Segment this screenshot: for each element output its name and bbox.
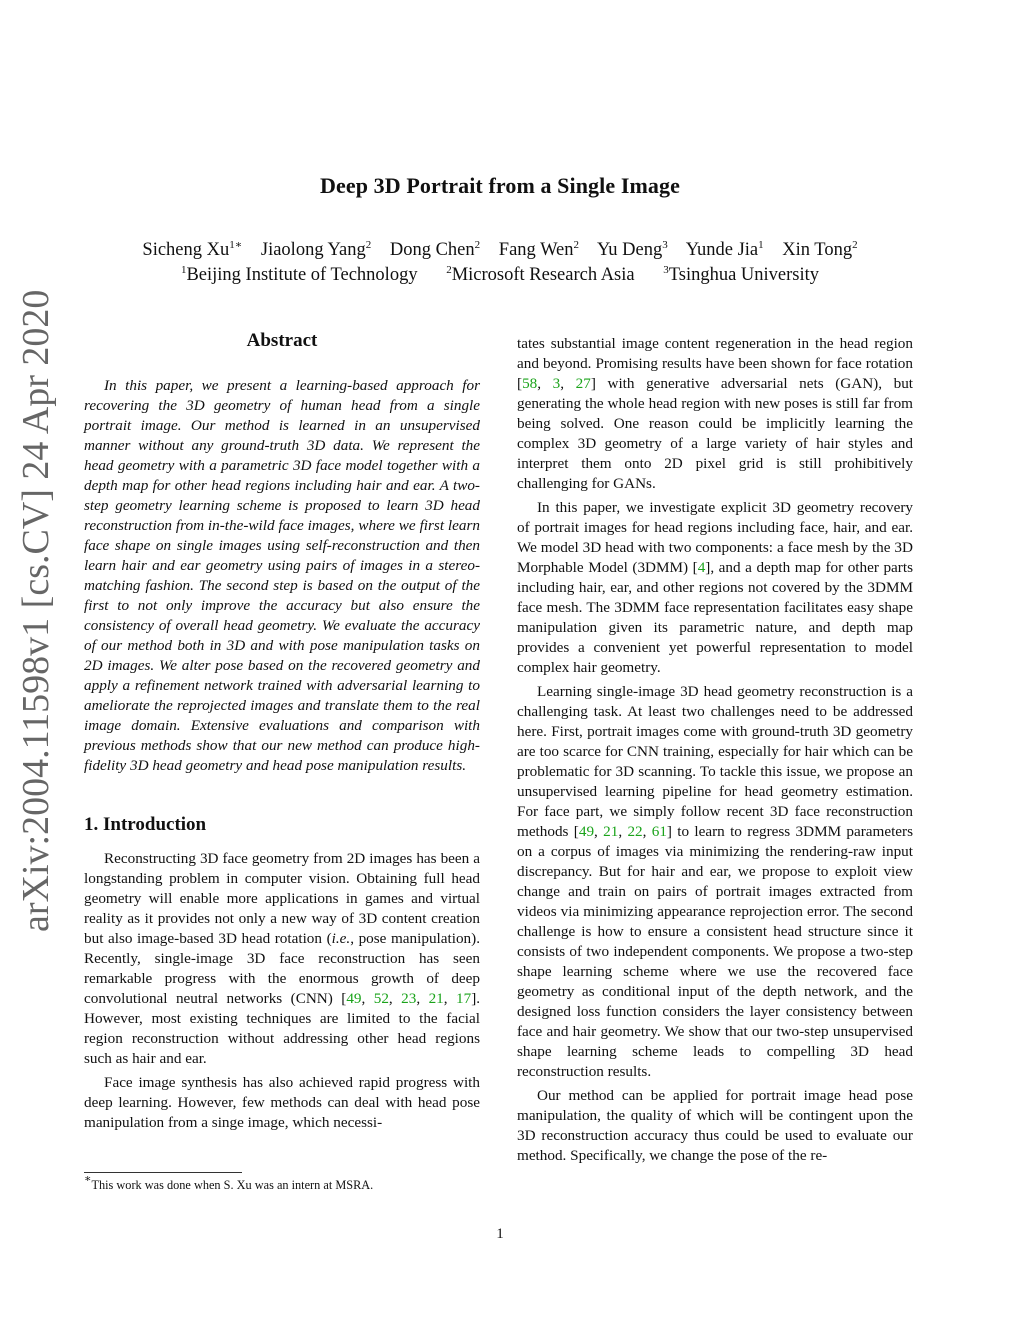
paragraph-text: Reconstructing 3D face geometry from 2D images has been a longstanding problem in computer vision. Obtaining full head geometry will enable more applications in games and virtual reality as it provides not only a new way of 3D content creation but also image-based 3D head rotation ( xyxy=(84,850,480,947)
author-name: Yu Deng xyxy=(596,240,663,260)
affiliation-name: Tsinghua University xyxy=(668,265,820,285)
affiliation-list xyxy=(0,265,1000,286)
citation-link[interactable]: 3 xyxy=(552,375,561,392)
ie-text: i.e. xyxy=(331,930,351,947)
affiliation-mark: 2 xyxy=(446,264,452,276)
citation-link[interactable]: 49 xyxy=(346,990,362,1007)
affiliation-mark: 1 xyxy=(180,264,187,276)
left-column xyxy=(84,330,480,1133)
abstract-text: In this paper, we present a learning-based approach for recovering the 3D geometry of human head from a single portrait image. Our method is learned in an unsupervised manner without any ground-truth 3D data. We represent the head geometry with a parametric 3D face model together with a depth map for other head regions including hair and ear. A two-step geometry learning scheme is proposed to learn 3D head reconstruction from in-the-wild face images, where we first learn face shape on single images using self-reconstruction and then learn hair and ear geometry using pairs of images in a stereo-matching fashion. The second step is based on the output of the first to not only improve the accuracy but also ensure the consistency of overall head geometry. We evaluate the accuracy of our method both in 3D and with pose manipulation tasks on 2D images. We alter pose based on the recovered geometry and apply a refinement network trained with adversarial learning to ameliorate the reprojected images and translate them to the real image domain. Extensive evaluations and comparison with previous methods show that our new method can produce high-fidelity 3D head geometry and head pose manipulation results. xyxy=(84,377,480,774)
author-name: Dong Chen xyxy=(389,240,475,260)
citation-link[interactable]: 27 xyxy=(575,375,591,392)
right-paragraph-1: tates substantial image content regeneration in the head region and beyond. Promising results have been shown for face rotation [58, 3, 27] with generative adversarial nets (GAN), but generating the whole head region with new poses is still far from being solved. One reason could be implicitly learning the complex 3D geometry of a large variety of hair styles and interpret them onto 2D pixel grid is still prohibitively challenging for GANs. xyxy=(517,335,914,492)
introduction-heading: 1. Introduction xyxy=(84,814,207,835)
page-number: 1 xyxy=(496,1226,504,1242)
author-name: Jiaolong Yang xyxy=(260,240,366,260)
citation-link[interactable]: 21 xyxy=(428,990,444,1007)
right-column xyxy=(517,334,913,1166)
footnote xyxy=(84,1173,374,1193)
intro-paragraph-1: Reconstructing 3D face geometry from 2D images has been a longstanding problem in computer vision. Obtaining full head geometry will enable more applications in games and virtual reality as it provides not only a new way of 3D content creation but also image-based 3D head rotation (i.e., pose manipulation). Recently, single-image 3D face reconstruction has seen remarkable progress with the enormous growth of deep convolutional neutral networks (CNN) [49, 52, 23, 21, 17]. However, most existing techniques are limited to the facial region reconstruction without addressing other head regions such as hair and ear. xyxy=(84,850,481,1067)
right-paragraph-4: Our method can be applied for portrait image head pose manipulation, the quality of which will be contingent upon the 3D reconstruction accuracy thus could be used to evaluate our method. Specifically, we change the pose of the re- xyxy=(517,1087,913,1164)
citation-link[interactable]: 61 xyxy=(651,823,667,840)
author-affiliation-mark: 2 xyxy=(365,239,372,251)
paragraph-text: ] with generative adversarial nets (GAN), but generating the whole head region with new poses is still far from being solved. One reason could be implicitly learning the complex 3D geometry of a large variety of hair styles and interpret them onto 2D pixel grid is still prohibitively challenging for GANs. xyxy=(517,375,914,492)
author-name: Fang Wen xyxy=(498,240,574,260)
affiliation-name: Beijing Institute of Technology xyxy=(186,265,418,285)
paragraph-text: In this paper, we investigate explicit 3D geometry recovery of portrait images for head regions including face, hair, and ear. We model 3D head with two components: a face mesh by the 3D Morphable Model (3DMM) [ xyxy=(517,499,913,576)
paragraph-text: tates substantial image content regeneration in the head region and beyond. Promising results have been shown for face rotation [ xyxy=(517,335,913,392)
citation-link[interactable]: 21 xyxy=(603,823,619,840)
right-paragraph-2 xyxy=(517,498,913,678)
paragraph-text: ]. However, most existing techniques are limited to the facial region reconstruction without addressing other head regions such as hair and ear. xyxy=(84,990,481,1067)
author-list xyxy=(0,240,1000,261)
abstract-heading: Abstract xyxy=(246,330,318,351)
author-affiliation-mark: 1∗ xyxy=(229,239,243,251)
paragraph-text: , pose manipulation). Recently, single-image 3D face reconstruction has seen remarkable progress with the enormous growth of deep convolutional neutral networks (CNN) [ xyxy=(84,930,480,1007)
author-affiliation-mark: 2 xyxy=(573,239,580,251)
author-affiliation-mark: 1 xyxy=(758,239,764,251)
affiliation-name: Microsoft Research Asia xyxy=(451,265,635,285)
intro-paragraph-2: Face image synthesis has also achieved rapid progress with deep learning. However, few methods can deal with head pose manipulation from a singe image, which necessi- xyxy=(84,1074,480,1131)
author-affiliation-mark: 2 xyxy=(474,239,481,251)
paragraph-text: ] to learn to regress 3DMM parameters on a corpus of images via minimizing the rendering-raw input discrepancy. But for hair and ear, we propose to exploit view change and train on pairs of portrait images extracted from videos via minimizing appearance reprojection error. The second challenge is how to ensure a consistent head structure since it consists of two independent components. We propose a two-step shape learning scheme where we use the recovered face geometry as conditional input of the depth network, and the designed loss function considers the layer consistency between face and hair geometry. We show that our two-step unsupervised shape learning scheme leads to compelling 3D head reconstruction results. xyxy=(517,823,914,1080)
affiliation-mark: 3 xyxy=(663,264,669,276)
paragraph-text: ], and a depth map for other parts including hair, ear, and other regions not covered by the 3DMM face mesh. The 3DMM face representation facilitates easy shape manipulation given its parametric nature, and depth map provides a convenient yet powerful representation to model complex hair geometry. xyxy=(517,559,913,676)
paper-title: Deep 3D Portrait from a Single Image xyxy=(319,173,680,198)
author-affiliation-mark: 3 xyxy=(662,239,668,251)
footnote-mark: ∗ xyxy=(84,1173,92,1185)
citation-link[interactable]: 4 xyxy=(697,559,706,576)
author-name: Xin Tong xyxy=(782,240,853,260)
citation-link[interactable]: 49 xyxy=(578,823,595,840)
right-paragraph-3: Learning single-image 3D head geometry reconstruction is a challenging task. At least two challenges need to be addressed here. First, portrait images come with ground-truth 3D geometry are too scarce for CNN training, especially for hair which can be problematic for 3D scanning. To tackle this issue, we propose an unsupervised learning pipeline for head geometry estimation. For face part, we simply follow recent 3D face reconstruction methods [49, 21, 22, 61] to learn to regress 3DMM parameters on a corpus of images via minimizing the rendering-raw input discrepancy. But for hair and ear, we propose to exploit view change and train on pairs of portrait images extracted from videos via minimizing appearance reprojection error. The second challenge is how to ensure a consistent head structure since it consists of two independent components. We propose a two-step shape learning scheme where we use the recovered face geometry as conditional input of the depth network, and the designed loss function considers the layer consistency between face and hair geometry. We show that our two-step unsupervised shape learning scheme leads to compelling 3D head reconstruction results. xyxy=(517,683,914,1080)
footnote-rule xyxy=(84,1172,242,1173)
citation-link[interactable]: 17 xyxy=(456,990,472,1007)
citation-link[interactable]: 58 xyxy=(522,375,538,392)
paragraph-text: Learning single-image 3D head geometry reconstruction is a challenging task. At least two challenges need to be addressed here. First, portrait images come with ground-truth 3D geometry are too scarce for CNN training, especially for hair which can be problematic for 3D scanning. To tackle this issue, we propose an unsupervised learning pipeline for head geometry estimation. For face part, we simply follow recent 3D face reconstruction methods [ xyxy=(517,683,913,840)
author-name: Sicheng Xu xyxy=(142,240,230,260)
citation-link[interactable]: 22 xyxy=(627,823,643,840)
author-affiliation-mark: 2 xyxy=(852,239,858,251)
footnote-text: This work was done when S. Xu was an intern at MSRA. xyxy=(91,1178,374,1192)
citation-link[interactable]: 52 xyxy=(373,990,389,1007)
author-name: Yunde Jia xyxy=(685,240,759,260)
citation-link[interactable]: 23 xyxy=(401,990,417,1007)
